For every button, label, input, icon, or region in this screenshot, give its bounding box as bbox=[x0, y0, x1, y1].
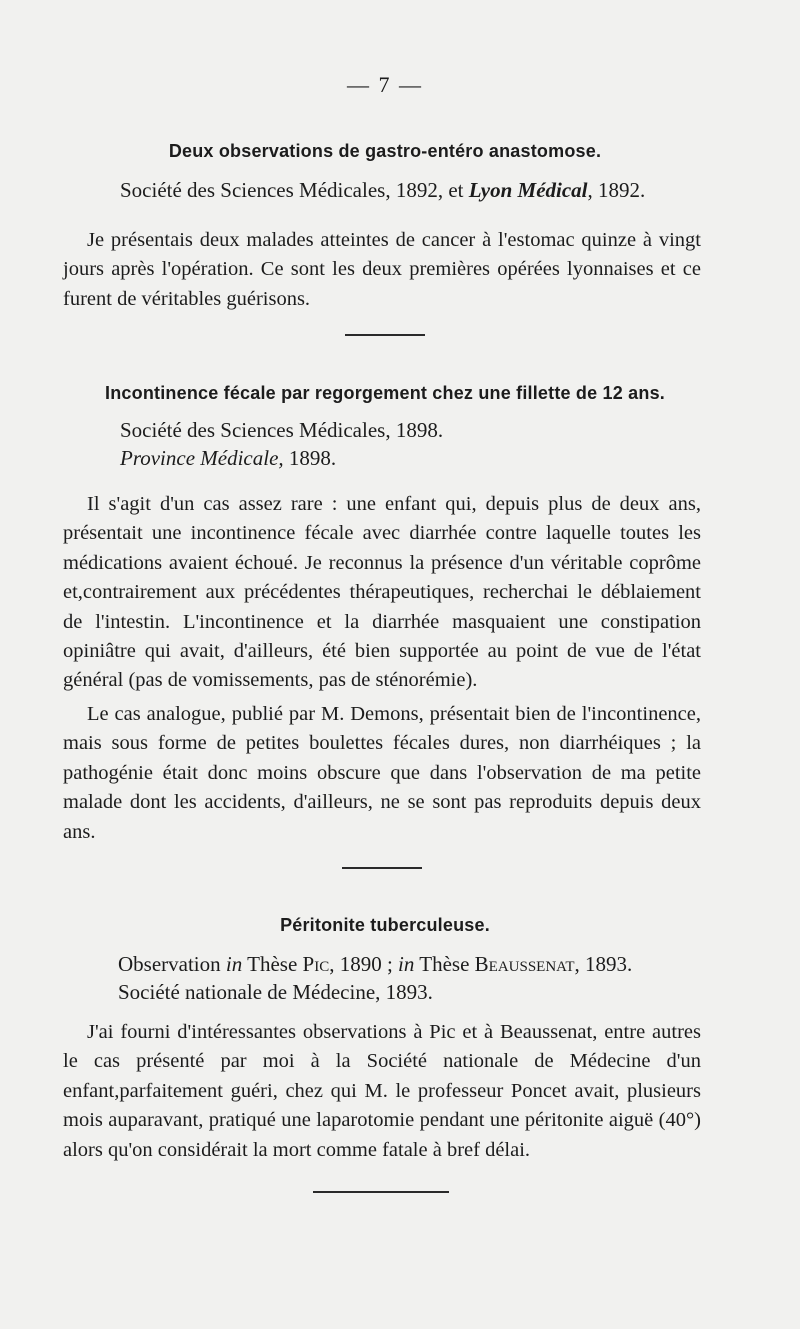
section-reference-gastro: Société des Sciences Médicales, 1892, et Lyon Médical, 1892. bbox=[120, 178, 646, 202]
journal-name: Province Médicale, bbox=[120, 446, 284, 470]
section-body-incontinence-2: Le cas analogue, publié par M. Demons, présentait bien de l'incontinence, mais sous forme de petites boulettes fécales dures, non diarrhéiques ; la pathogénie était donc moins obscure que dans l'observation de ma petite malade dont les accidents, d'ailleurs, ne se sont pas reproduits depuis deux ans. bbox=[63, 703, 701, 843]
author-name: Beaussenat bbox=[474, 952, 575, 976]
section-body-incontinence-1: Il s'agit d'un cas assez rare : une enfant qui, depuis plus de deux ans, présentait une incontinence fécale avec diarrhée contre laquelle toutes les médications avaient échoué. Je reconnus la présence d'un véritable coprôme et,contrairement aux précédentes thérapeutiques, recherchai le déblaiement de l'intestin. L'incontinence et la diarrhée masquaient une constipation opiniâtre qui avait, d'ailleurs, été bien supportée au point de vue de l'état général (pas de vomissements, pas de sténorémie). bbox=[63, 493, 701, 692]
section-divider bbox=[342, 867, 422, 869]
author-name: Pic bbox=[302, 952, 330, 976]
section-reference-line2: Province Médicale, 1898. bbox=[120, 446, 337, 470]
section-reference-line2: Société nationale de Médecine, 1893. bbox=[118, 980, 433, 1004]
section-title-gastro: Deux observations de gastro-entéro anastomose. bbox=[168, 141, 602, 161]
section-divider bbox=[345, 334, 425, 336]
section-body-peritonite: J'ai fourni d'intéressantes observations à Pic et à Beaussenat, entre autres le cas présenté par moi à la Société nationale de Médecine d'un enfant,parfaitement guéri, chez qui M. le professeur Poncet avait, plusieurs mois auparavant, pratiqué une laparotomie pendant une péritonite aiguë (40°) alors qu'on considérait la mort comme fatale à bref délai. bbox=[63, 1021, 701, 1161]
section-reference-line1: Observation in Thèse Pic, 1890 ; in Thèse Beaussenat, 1893. bbox=[118, 952, 633, 976]
section-body-gastro: Je présentais deux malades atteintes de cancer à l'estomac quinze à vingt jours après l'opération. Ce sont les deux premières opérées lyonnaises et ce furent de véritables guérisons. bbox=[63, 229, 701, 310]
section-divider bbox=[313, 1191, 449, 1193]
section-title-incontinence: Incontinence fécale par regorgement chez une fillette de 12 ans. bbox=[105, 383, 665, 403]
section-title-peritonite: Péritonite tuberculeuse. bbox=[280, 915, 490, 935]
journal-name: Lyon Médical bbox=[468, 178, 588, 202]
page-number: — 7 — bbox=[347, 72, 423, 97]
section-reference-line1: Société des Sciences Médicales, 1898. bbox=[120, 418, 444, 442]
